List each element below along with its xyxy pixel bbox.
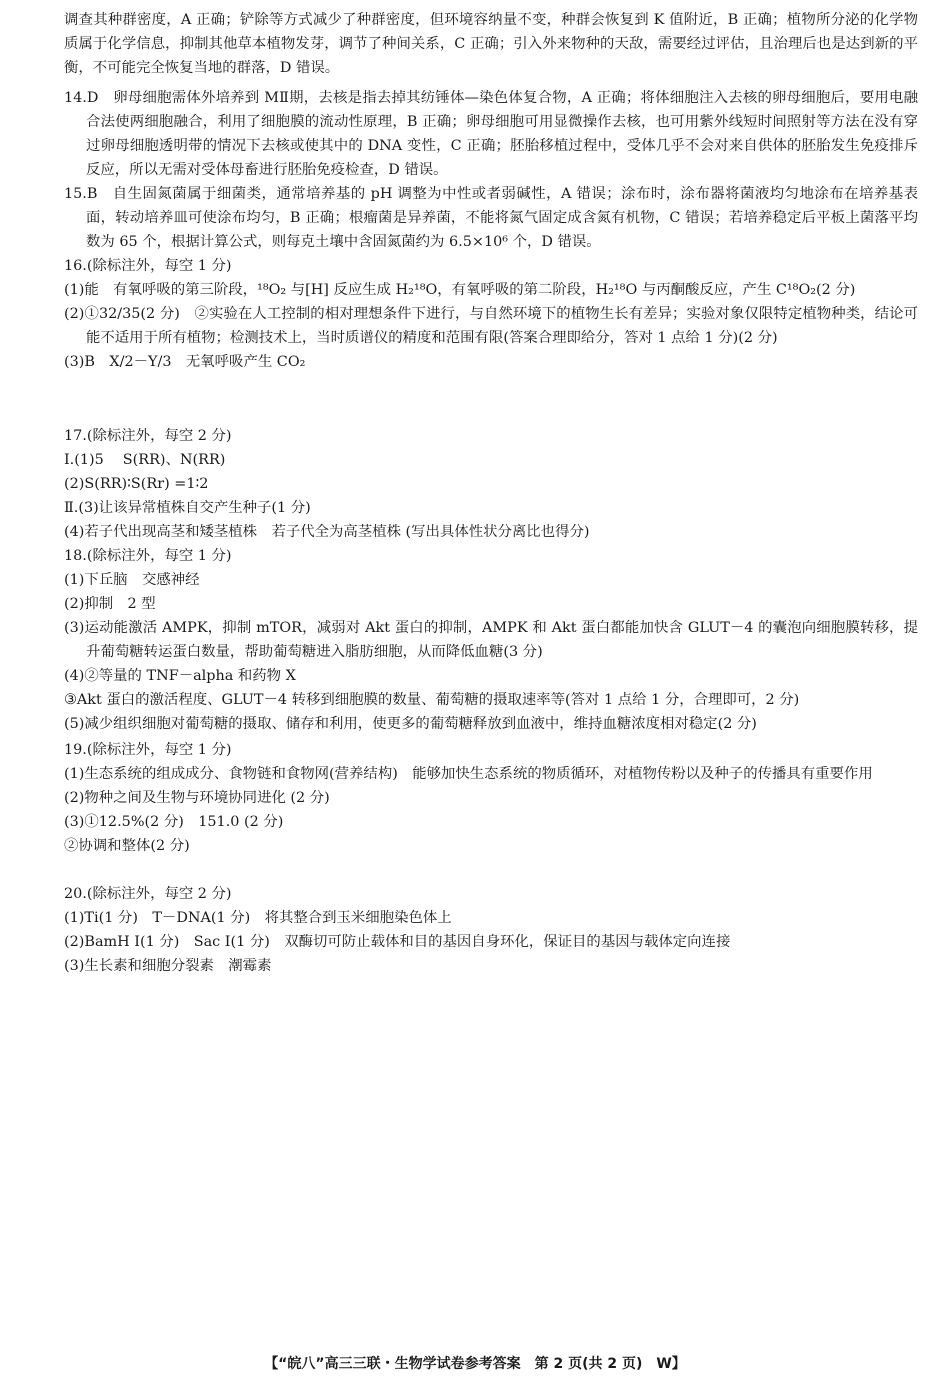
answer-13-continued xyxy=(64,8,918,80)
question-header: 17.(除标注外，每空 2 分) xyxy=(64,428,232,444)
answer-line: Ⅰ.(1)5 S(RR)、N(RR) xyxy=(64,452,226,468)
answer-line: (2)S(RR)∶S(Rr) =1∶2 xyxy=(64,476,209,492)
answer-line: ②协调和整体(2 分) xyxy=(64,838,190,854)
question-header: 20.(除标注外，每空 2 分) xyxy=(64,886,232,902)
answer-line: (4)若子代出现高茎和矮茎植株 若子代全为高茎植株 (写出具体性状分离比也得分) xyxy=(64,524,590,540)
answer-18 xyxy=(64,544,918,736)
answer-16 xyxy=(64,254,918,374)
answer-text: 15.B 自生固氮菌属于细菌类，通常培养基的 pH 调整为中性或者弱碱性，A 错误；涂布时，涂布器将菌液均匀地涂布在培养基表面，转动培养皿可使涂布均匀，B 正确；根瘤菌是异养菌，不能将氮气固定成含氮有机物，C 错误；若培养稳定后平板上菌落平均数为 65 个，根据计算公式，则每克土壤中含固氮菌约为 6.5×10⁶ 个，D 错误。 xyxy=(64,186,918,250)
answer-line: (1)Ti(1 分) T－DNA(1 分) 将其整合到玉米细胞染色体上 xyxy=(64,910,452,926)
answer-17 xyxy=(64,424,918,544)
answer-line: (4)②等量的 TNF－alpha 和药物 X xyxy=(64,668,296,684)
answer-line: (2)抑制 2 型 xyxy=(64,596,156,612)
answer-text: 调查其种群密度，A 正确；铲除等方式减少了种群密度，但环境容纳量不变，种群会恢复到 K 值附近，B 正确；植物所分泌的化学物质属于化学信息，抑制其他草本植物发芽，调节了种间关系，C 正确；引入外来物种的天敌，需要经过评估，且治理后也是达到新的平衡，不可能完全恢复当地的群落，D 错误。 xyxy=(64,12,918,76)
question-header: 16.(除标注外，每空 1 分) xyxy=(64,258,232,274)
answer-14 xyxy=(64,86,918,182)
answer-line: (3)①12.5%(2 分) 151.0 (2 分) xyxy=(64,814,284,830)
answer-line: (2)①32/35(2 分) ②实验在人工控制的相对理想条件下进行，与自然环境下的植物生长有差异；实验对象仅限特定植物种类，结论可能不适用于所有植物；检测技术上，当时质谱仪的精度和范围有限(答案合理即给分，答对 1 点给 1 分)(2 分) xyxy=(64,306,918,346)
answer-line: (3)运动能激活 AMPK，抑制 mTOR，减弱对 Akt 蛋白的抑制，AMPK 和 Akt 蛋白都能加快含 GLUT－4 的囊泡向细胞膜转移，提升葡萄糖转运蛋白数量，帮助葡萄糖进入脂肪细胞，从而降低血糖(3 分) xyxy=(64,620,918,660)
answer-line: (3)生长素和细胞分裂素 潮霉素 xyxy=(64,958,272,974)
answer-line: (2)物种之间及生物与环境协同进化 (2 分) xyxy=(64,790,330,806)
question-header: 18.(除标注外，每空 1 分) xyxy=(64,548,232,564)
answer-line: (5)减少组织细胞对葡萄糖的摄取、储存和利用，使更多的葡萄糖释放到血液中，维持血糖浓度相对稳定(2 分) xyxy=(64,716,757,732)
answer-text: 14.D 卵母细胞需体外培养到 MⅡ期，去核是指去掉其纺锤体—染色体复合物，A 正确；将体细胞注入去核的卵母细胞后，要用电融合法使两细胞融合，利用了细胞膜的流动性原理，B 正确；卵母细胞可用显微操作去核，也可用紫外线短时间照射等方法在没有穿过卵母细胞透明带的情况下去核或使其中的 DNA 变性，C 正确；胚胎移植过程中，受体几乎不会对来自供体的胚胎发生免疫排斥反应，所以无需对受体母畜进行胚胎免疫检查，D 错误。 xyxy=(64,90,918,178)
answer-line: (2)BamH Ⅰ(1 分) Sac Ⅰ(1 分) 双酶切可防止载体和目的基因自身环化，保证目的基因与载体定向连接 xyxy=(64,934,731,950)
answer-20 xyxy=(64,882,918,978)
answer-15 xyxy=(64,182,918,254)
answer-19 xyxy=(64,738,918,858)
answer-line: ③Akt 蛋白的激活程度、GLUT－4 转移到细胞膜的数量、葡萄糖的摄取速率等(答对 1 点给 1 分，合理即可，2 分) xyxy=(64,692,800,708)
page-footer: 【“皖八”高三三联・生物学试卷参考答案 第 2 页(共 2 页) W】 xyxy=(264,1356,686,1372)
answer-line: (1)生态系统的组成成分、食物链和食物网(营养结构) 能够加快生态系统的物质循环，对植物传粉以及种子的传播具有重要作用 xyxy=(64,766,873,782)
question-header: 19.(除标注外，每空 1 分) xyxy=(64,742,232,758)
answer-line: (1)下丘脑 交感神经 xyxy=(64,572,200,588)
answer-line: (3)B X/2－Y/3 无氧呼吸产生 CO₂ xyxy=(64,354,306,370)
answer-line: Ⅱ.(3)让该异常植株自交产生种子(1 分) xyxy=(64,500,311,516)
answer-line: (1)能 有氧呼吸的第三阶段，¹⁸O₂ 与[H] 反应生成 H₂¹⁸O，有氧呼吸的第二阶段，H₂¹⁸O 与丙酮酸反应，产生 C¹⁸O₂(2 分) xyxy=(64,282,856,298)
